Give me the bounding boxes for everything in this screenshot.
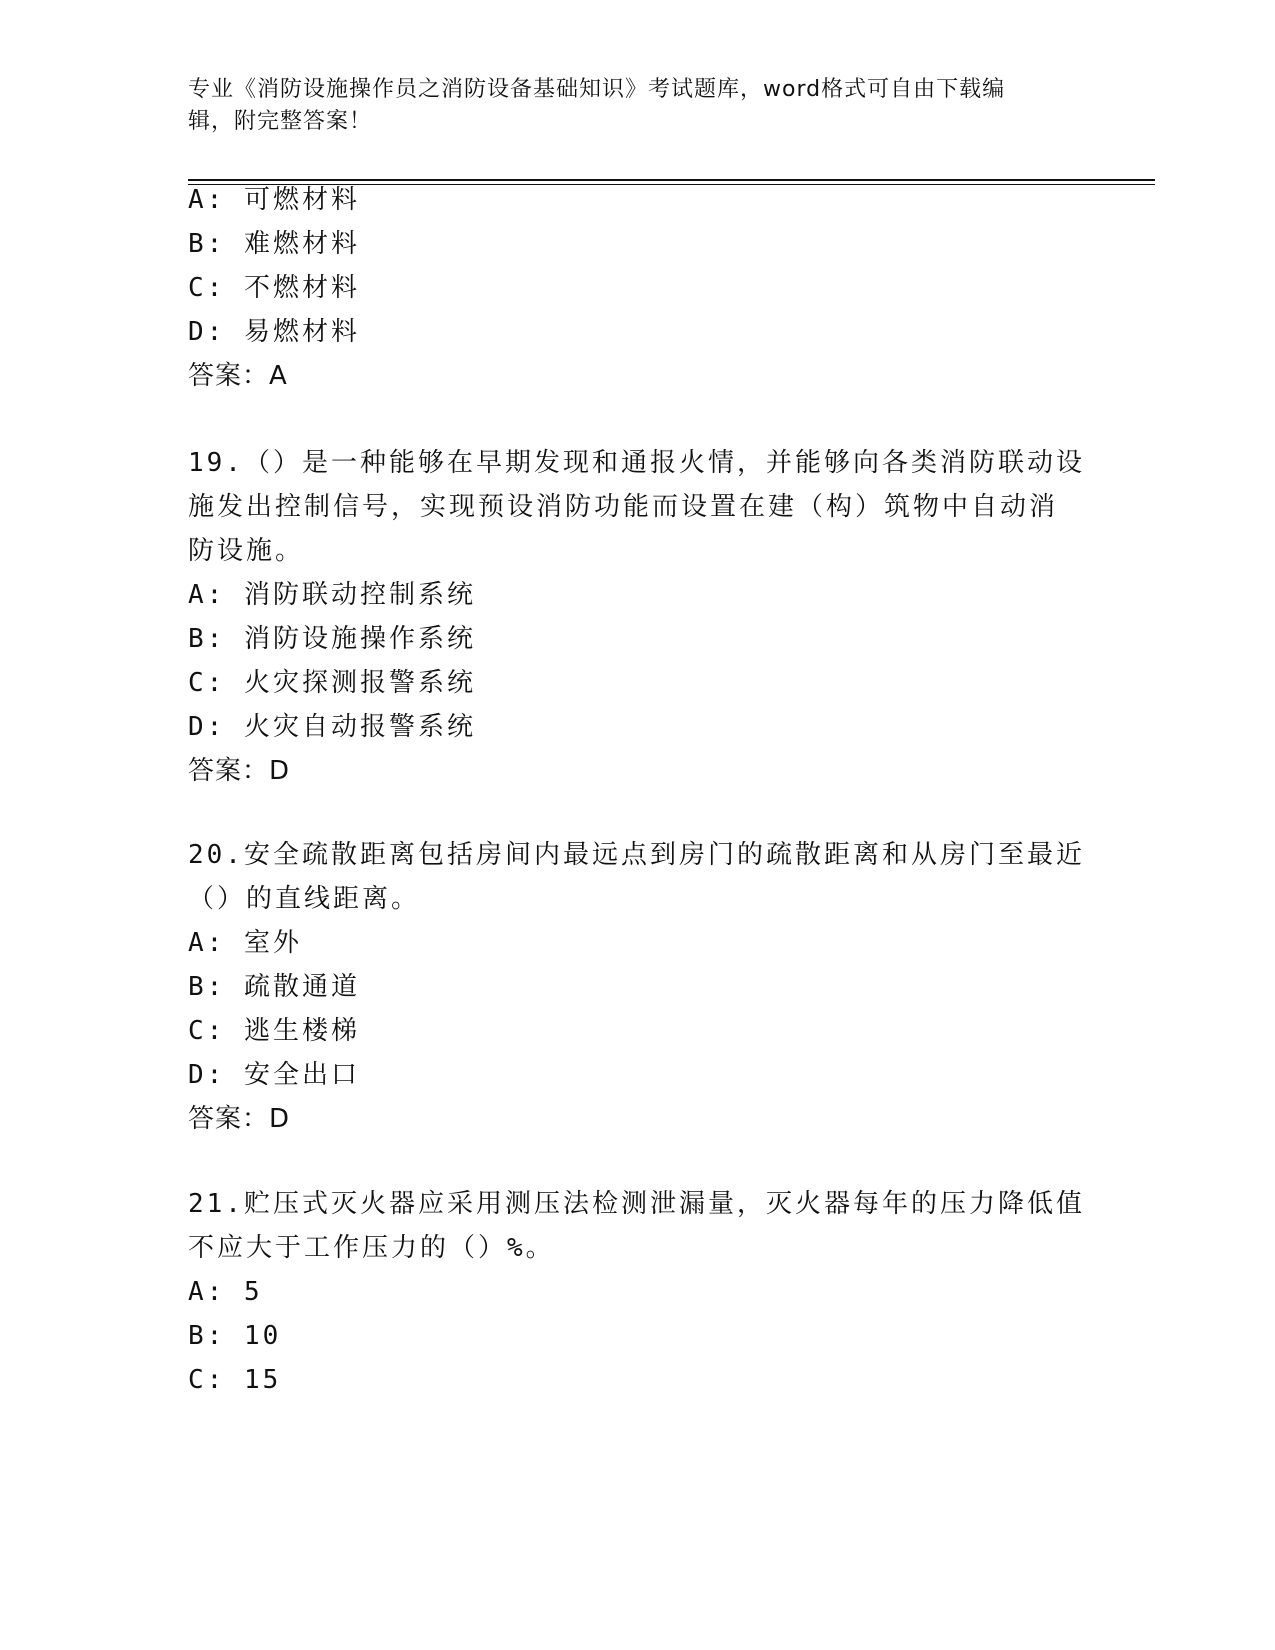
q19-option-c: C: 火灾探测报警系统: [188, 668, 476, 698]
q18-option-d: D: 易燃材料: [188, 317, 360, 347]
q21-option-b: B: 10: [188, 1321, 282, 1351]
q20-option-c: C: 逃生楼梯: [188, 1016, 360, 1046]
q20-option-b: B: 疏散通道: [188, 972, 360, 1002]
q18-option-c: C: 不燃材料: [188, 273, 360, 303]
q21-stem-line-2: 不应大于工作压力的（）%。: [188, 1233, 555, 1263]
q21-option-a: A: 5: [188, 1277, 263, 1307]
q19-option-b: B: 消防设施操作系统: [188, 624, 476, 654]
q20-stem-line-2: （）的直线距离。: [188, 884, 421, 914]
q19-option-a: A: 消防联动控制系统: [188, 580, 476, 610]
document-header: [188, 74, 1068, 138]
q18-option-b: B: 难燃材料: [188, 229, 360, 259]
q20-option-a: A: 室外: [188, 928, 302, 958]
header-line-2: 辑，附完整答案！: [188, 109, 373, 134]
q18-option-a: A: 可燃材料: [188, 185, 360, 215]
q20-stem-line-1: 20.安全疏散距离包括房间内最远点到房门的疏散距离和从房门至最近: [188, 840, 1085, 870]
q19-stem-line-3: 防设施。: [188, 536, 305, 566]
q19-option-d: D: 火灾自动报警系统: [188, 712, 476, 742]
q20-answer: 答案：D: [188, 1104, 291, 1134]
q18-answer: 答案：A: [188, 361, 288, 391]
header-line-1: 专业《消防设施操作员之消防设备基础知识》考试题库，word格式可自由下载编: [188, 77, 1006, 102]
q21-stem-line-1: 21.贮压式灭火器应采用测压法检测泄漏量，灭火器每年的压力降低值: [188, 1189, 1085, 1219]
q19-stem-line-2: 施发出控制信号，实现预设消防功能而设置在建（构）筑物中自动消: [188, 492, 1059, 522]
q19-answer: 答案：D: [188, 756, 291, 786]
q21-option-c: C: 15: [188, 1365, 282, 1395]
q19-stem-line-1: 19.（）是一种能够在早期发现和通报火情，并能够向各类消防联动设: [188, 448, 1085, 478]
q20-option-d: D: 安全出口: [188, 1060, 360, 1090]
